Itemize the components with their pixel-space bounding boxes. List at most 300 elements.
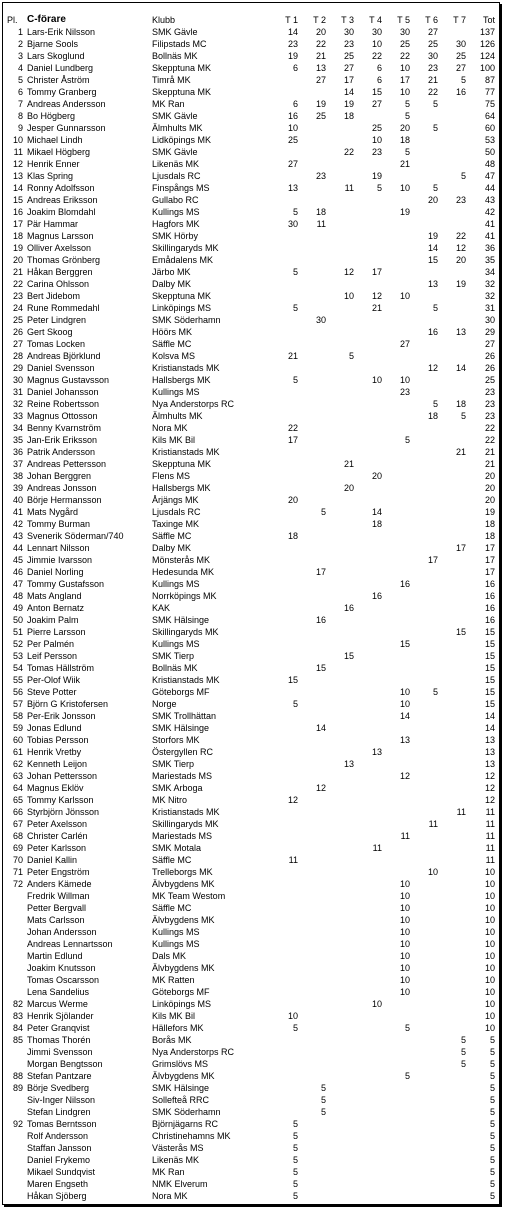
- cell-t3: [326, 242, 354, 254]
- cell-t1: 14: [287, 27, 298, 37]
- cell-t7: 30: [455, 39, 466, 49]
- cell-t5: [382, 1166, 410, 1178]
- cell-t5: [382, 1034, 410, 1046]
- cell-club: Säffle MC: [152, 855, 192, 865]
- cell-t4: [354, 602, 382, 614]
- cell-club: Finspångs MS: [152, 183, 210, 193]
- cell-place: 65: [12, 795, 23, 805]
- cell-t3: [326, 230, 354, 242]
- cell-t1: 21: [287, 351, 298, 361]
- cell-t3: [326, 830, 354, 842]
- cell-place: 44: [12, 543, 23, 553]
- cell-driver-name: Peter Karlsson: [27, 843, 87, 853]
- cell-club: MK Team Westom: [152, 891, 226, 901]
- cell-club: Nora MK: [152, 423, 188, 433]
- table-row: [7, 422, 497, 434]
- cell-t1: 10: [287, 1011, 298, 1021]
- cell-t1: [272, 362, 298, 374]
- cell-t3: [326, 890, 354, 902]
- cell-total: 10: [484, 903, 495, 913]
- cell-t1: [272, 398, 298, 410]
- cell-place: 49: [12, 603, 23, 613]
- cell-t4: [354, 1190, 382, 1202]
- cell-t2: [298, 182, 326, 194]
- cell-t3: [326, 134, 354, 146]
- cell-club: Säffle MC: [152, 531, 192, 541]
- cell-t2: [298, 1154, 326, 1166]
- cell-place: [7, 1106, 27, 1118]
- cell-place: [7, 1178, 27, 1190]
- cell-total: 21: [484, 459, 495, 469]
- cell-club: Timrå MK: [152, 75, 191, 85]
- cell-t6: [410, 350, 438, 362]
- cell-t7: [438, 158, 466, 170]
- cell-t4: [354, 686, 382, 698]
- cell-t4: [354, 254, 382, 266]
- cell-t3: [326, 974, 354, 986]
- cell-t5: 18: [399, 135, 410, 145]
- table-row: [7, 518, 497, 530]
- cell-driver-name: Thomas Thorén: [27, 1035, 91, 1045]
- cell-driver-name: Andreas Jonsson: [27, 483, 97, 493]
- cell-t6: 17: [427, 555, 438, 565]
- cell-t4: [354, 866, 382, 878]
- cell-t5: [382, 350, 410, 362]
- cell-t5: [382, 782, 410, 794]
- table-row: [7, 194, 497, 206]
- table-row: [7, 614, 497, 626]
- cell-t3: [326, 446, 354, 458]
- table-row: [7, 62, 497, 74]
- cell-club: Västerås MS: [152, 1143, 204, 1153]
- cell-total: 47: [484, 171, 495, 181]
- table-row: [7, 362, 497, 374]
- cell-place: 72: [12, 879, 23, 889]
- cell-t7: [438, 1178, 466, 1190]
- cell-t7: [438, 290, 466, 302]
- cell-t1: [272, 74, 298, 86]
- cell-total: 23: [484, 399, 495, 409]
- cell-t4: [354, 1034, 382, 1046]
- cell-t3: 25: [343, 51, 354, 61]
- cell-t2: [298, 866, 326, 878]
- cell-total: 36: [484, 243, 495, 253]
- cell-total: 21: [484, 447, 495, 457]
- cell-t5: [382, 590, 410, 602]
- cell-t6: 19: [427, 231, 438, 241]
- cell-place: [7, 950, 27, 962]
- table-row: [7, 278, 497, 290]
- header-row: [7, 14, 497, 26]
- table-row: [7, 326, 497, 338]
- cell-t5: 14: [399, 711, 410, 721]
- cell-place: 29: [12, 363, 23, 373]
- cell-place: 2: [17, 39, 23, 49]
- cell-t6: [410, 1094, 438, 1106]
- cell-driver-name: Bjarne Sools: [27, 39, 79, 49]
- cell-t6: 5: [432, 123, 438, 133]
- cell-t6: [410, 1190, 438, 1202]
- cell-t2: 5: [320, 1107, 326, 1117]
- cell-t1: [272, 518, 298, 530]
- cell-t2: 20: [315, 27, 326, 37]
- cell-t7: [438, 614, 466, 626]
- cell-t7: [438, 434, 466, 446]
- cell-driver-name: Bo Högberg: [27, 111, 76, 121]
- cell-t3: [326, 866, 354, 878]
- cell-t1: [272, 194, 298, 206]
- cell-t6: [410, 770, 438, 782]
- cell-place: [7, 890, 27, 902]
- cell-t6: [410, 962, 438, 974]
- cell-t3: [326, 326, 354, 338]
- cell-total: 15: [484, 639, 495, 649]
- header-t5: T 5: [397, 15, 410, 25]
- table-row: [7, 722, 497, 734]
- cell-t4: [354, 1142, 382, 1154]
- cell-total: 5: [489, 1143, 495, 1153]
- cell-total: 15: [484, 651, 495, 661]
- cell-driver-name: Bert Jidebom: [27, 291, 81, 301]
- cell-driver-name: Lars-Erik Nilsson: [27, 27, 96, 37]
- cell-t2: [298, 902, 326, 914]
- cell-driver-name: Joakim Knutsson: [27, 963, 96, 973]
- cell-t6: [410, 602, 438, 614]
- cell-total: 10: [484, 987, 495, 997]
- cell-t1: [272, 554, 298, 566]
- cell-t1: 15: [287, 675, 298, 685]
- cell-t6: [410, 950, 438, 962]
- cell-t2: [298, 554, 326, 566]
- cell-t5: [382, 854, 410, 866]
- cell-t1: [272, 290, 298, 302]
- cell-t2: [298, 194, 326, 206]
- cell-t4: [354, 1106, 382, 1118]
- cell-t6: [410, 650, 438, 662]
- table-row: [7, 566, 497, 578]
- cell-t2: [298, 590, 326, 602]
- cell-driver-name: Christer Carlén: [27, 831, 88, 841]
- cell-place: 19: [12, 243, 23, 253]
- cell-driver-name: Jimmie Ivarsson: [27, 555, 93, 565]
- cell-t1: [272, 998, 298, 1010]
- cell-t1: [272, 254, 298, 266]
- cell-total: 75: [484, 99, 495, 109]
- cell-t2: [298, 1142, 326, 1154]
- cell-t6: 5: [432, 687, 438, 697]
- cell-t5: 10: [399, 879, 410, 889]
- cell-total: 20: [484, 483, 495, 493]
- table-row: [7, 482, 497, 494]
- cell-t2: 21: [315, 51, 326, 61]
- cell-t2: [298, 698, 326, 710]
- cell-t6: 22: [427, 87, 438, 97]
- header-t6: T 6: [425, 15, 438, 25]
- cell-t3: [326, 1154, 354, 1166]
- cell-club: Kolsva MS: [152, 351, 196, 361]
- cell-t2: [298, 374, 326, 386]
- cell-driver-name: Carina Ohlsson: [27, 279, 90, 289]
- cell-t2: 22: [315, 39, 326, 49]
- cell-t4: 6: [376, 63, 382, 73]
- cell-club: Gullabo RC: [152, 195, 199, 205]
- table-row: [7, 470, 497, 482]
- cell-t4: 14: [371, 507, 382, 517]
- cell-t1: 6: [292, 99, 298, 109]
- table-row: [7, 950, 497, 962]
- cell-total: 43: [484, 195, 495, 205]
- cell-t5: [382, 170, 410, 182]
- cell-t4: [354, 1094, 382, 1106]
- cell-driver-name: Maren Engseth: [27, 1179, 89, 1189]
- cell-t4: [354, 758, 382, 770]
- cell-total: 87: [484, 75, 495, 85]
- cell-t7: [438, 842, 466, 854]
- cell-t1: 13: [287, 183, 298, 193]
- cell-t5: 5: [404, 1071, 410, 1081]
- results-table: [7, 14, 497, 1202]
- cell-t2: 30: [315, 315, 326, 325]
- header-t3: T 3: [341, 15, 354, 25]
- table-row: [7, 446, 497, 458]
- cell-place: 55: [12, 675, 23, 685]
- cell-t7: [438, 110, 466, 122]
- cell-t2: [298, 758, 326, 770]
- cell-total: 77: [484, 87, 495, 97]
- cell-club: SMK Motala: [152, 843, 202, 853]
- cell-t1: [272, 866, 298, 878]
- cell-club: Hedesunda MK: [152, 567, 215, 577]
- cell-total: 34: [484, 267, 495, 277]
- cell-place: 60: [12, 735, 23, 745]
- cell-t3: [326, 722, 354, 734]
- cell-t5: 10: [399, 375, 410, 385]
- cell-club: Kristianstads MK: [152, 447, 220, 457]
- table-row: [7, 1106, 497, 1118]
- cell-driver-name: Peter Granqvist: [27, 1023, 90, 1033]
- cell-driver-name: Daniel Lundberg: [27, 63, 94, 73]
- cell-driver-name: Lena Sandelius: [27, 987, 90, 997]
- cell-t6: [410, 734, 438, 746]
- cell-place: 30: [12, 375, 23, 385]
- cell-t6: [410, 338, 438, 350]
- cell-club: Dals MK: [152, 951, 187, 961]
- cell-t5: [382, 674, 410, 686]
- cell-t4: [354, 962, 382, 974]
- cell-t4: 18: [371, 519, 382, 529]
- cell-t3: [326, 206, 354, 218]
- cell-t4: [354, 914, 382, 926]
- table-row: [7, 146, 497, 158]
- cell-t2: [298, 770, 326, 782]
- cell-t7: 5: [460, 75, 466, 85]
- cell-place: [7, 926, 27, 938]
- cell-t7: [438, 1118, 466, 1130]
- cell-t7: [438, 938, 466, 950]
- cell-t5: 10: [399, 915, 410, 925]
- cell-t1: [272, 146, 298, 158]
- cell-t4: 12: [371, 291, 382, 301]
- table-row: [7, 578, 497, 590]
- cell-t2: 27: [315, 75, 326, 85]
- cell-t3: [326, 842, 354, 854]
- cell-driver-name: Pierre Larsson: [27, 627, 86, 637]
- cell-t6: 14: [427, 243, 438, 253]
- cell-t6: [410, 806, 438, 818]
- cell-t4: [354, 818, 382, 830]
- cell-place: 69: [12, 843, 23, 853]
- cell-total: 18: [484, 519, 495, 529]
- cell-t5: [382, 482, 410, 494]
- cell-club: Lidköpings MK: [152, 135, 212, 145]
- cell-t5: [382, 1154, 410, 1166]
- cell-t1: [272, 230, 298, 242]
- cell-t3: [326, 434, 354, 446]
- table-row: [7, 1070, 497, 1082]
- header-t4: T 4: [369, 15, 382, 25]
- cell-place: [7, 914, 27, 926]
- cell-t4: [354, 494, 382, 506]
- cell-t6: 15: [427, 255, 438, 265]
- cell-t6: [410, 542, 438, 554]
- cell-t6: [410, 206, 438, 218]
- cell-total: 50: [484, 147, 495, 157]
- table-row: [7, 926, 497, 938]
- cell-t6: [410, 590, 438, 602]
- cell-t7: [438, 794, 466, 806]
- table-row: [7, 1022, 497, 1034]
- cell-t4: [354, 1070, 382, 1082]
- cell-t1: 27: [287, 159, 298, 169]
- cell-club: Trelleborgs MK: [152, 867, 213, 877]
- cell-t3: [326, 710, 354, 722]
- cell-driver-name: Svenerik Söderman/740: [27, 531, 124, 541]
- cell-driver-name: Henrik Enner: [27, 159, 80, 169]
- cell-place: 8: [17, 111, 23, 121]
- cell-place: 13: [12, 171, 23, 181]
- cell-t5: 10: [399, 975, 410, 985]
- cell-t5: 27: [399, 339, 410, 349]
- cell-driver-name: Jesper Gunnarsson: [27, 123, 106, 133]
- cell-t1: [272, 914, 298, 926]
- cell-t1: [272, 410, 298, 422]
- cell-t1: 23: [287, 39, 298, 49]
- cell-t6: [410, 482, 438, 494]
- cell-place: 10: [12, 135, 23, 145]
- cell-t5: [382, 1142, 410, 1154]
- cell-driver-name: Börje Hermansson: [27, 495, 102, 505]
- cell-t4: [354, 1046, 382, 1058]
- cell-t1: [272, 566, 298, 578]
- cell-t3: [326, 734, 354, 746]
- cell-place: [7, 938, 27, 950]
- cell-t1: [272, 890, 298, 902]
- cell-total: 5: [489, 1095, 495, 1105]
- cell-t2: [298, 86, 326, 98]
- cell-t3: [326, 950, 354, 962]
- table-row: [7, 1046, 497, 1058]
- cell-t6: [410, 518, 438, 530]
- cell-t2: [298, 434, 326, 446]
- cell-t7: [438, 962, 466, 974]
- cell-total: 16: [484, 591, 495, 601]
- cell-driver-name: Henrik Sjölander: [27, 1011, 94, 1021]
- table-row: [7, 506, 497, 518]
- cell-t1: 16: [287, 111, 298, 121]
- cell-t5: 10: [399, 927, 410, 937]
- table-row: [7, 158, 497, 170]
- cell-t7: [438, 590, 466, 602]
- cell-t5: 21: [399, 159, 410, 169]
- table-row: [7, 1142, 497, 1154]
- cell-total: 26: [484, 351, 495, 361]
- cell-t6: [410, 722, 438, 734]
- cell-t3: [326, 422, 354, 434]
- cell-t4: [354, 1010, 382, 1022]
- cell-t7: 23: [455, 195, 466, 205]
- table-row: [7, 650, 497, 662]
- cell-t1: 5: [292, 303, 298, 313]
- cell-place: 35: [12, 435, 23, 445]
- cell-t3: [326, 1034, 354, 1046]
- cell-t3: [326, 1082, 354, 1094]
- cell-total: 5: [489, 1155, 495, 1165]
- cell-t4: 27: [371, 99, 382, 109]
- cell-t1: [272, 626, 298, 638]
- cell-t3: 22: [343, 147, 354, 157]
- cell-driver-name: Jonas Edlund: [27, 723, 82, 733]
- table-row: [7, 974, 497, 986]
- cell-t1: [272, 326, 298, 338]
- table-row: [7, 830, 497, 842]
- cell-place: 67: [12, 819, 23, 829]
- cell-t7: [438, 26, 466, 38]
- cell-driver-name: Lars Skoglund: [27, 51, 85, 61]
- cell-t3: [326, 122, 354, 134]
- cell-t1: [272, 926, 298, 938]
- cell-driver-name: Peter Engström: [27, 867, 90, 877]
- cell-t5: 20: [399, 123, 410, 133]
- cell-t7: [438, 458, 466, 470]
- cell-t6: [410, 782, 438, 794]
- cell-t1: [272, 650, 298, 662]
- cell-t3: [326, 314, 354, 326]
- cell-club: Kullings MS: [152, 639, 200, 649]
- cell-place: 57: [12, 699, 23, 709]
- cell-t5: [382, 866, 410, 878]
- cell-t7: [438, 122, 466, 134]
- cell-t2: [298, 386, 326, 398]
- cell-t2: [298, 266, 326, 278]
- cell-t3: [326, 518, 354, 530]
- cell-t4: [354, 206, 382, 218]
- cell-t5: 5: [404, 435, 410, 445]
- cell-t5: [382, 602, 410, 614]
- cell-t3: [326, 278, 354, 290]
- cell-t6: [410, 170, 438, 182]
- cell-t5: 10: [399, 939, 410, 949]
- cell-driver-name: Tomas Locken: [27, 339, 86, 349]
- cell-t2: [298, 482, 326, 494]
- cell-club: Kullings MS: [152, 939, 200, 949]
- cell-place: 4: [17, 63, 23, 73]
- cell-club: Nya Anderstorps RC: [152, 399, 235, 409]
- cell-driver-name: Patrik Andersson: [27, 447, 96, 457]
- cell-place: 88: [12, 1071, 23, 1081]
- cell-t2: [298, 794, 326, 806]
- cell-t5: 22: [399, 51, 410, 61]
- table-row: [7, 410, 497, 422]
